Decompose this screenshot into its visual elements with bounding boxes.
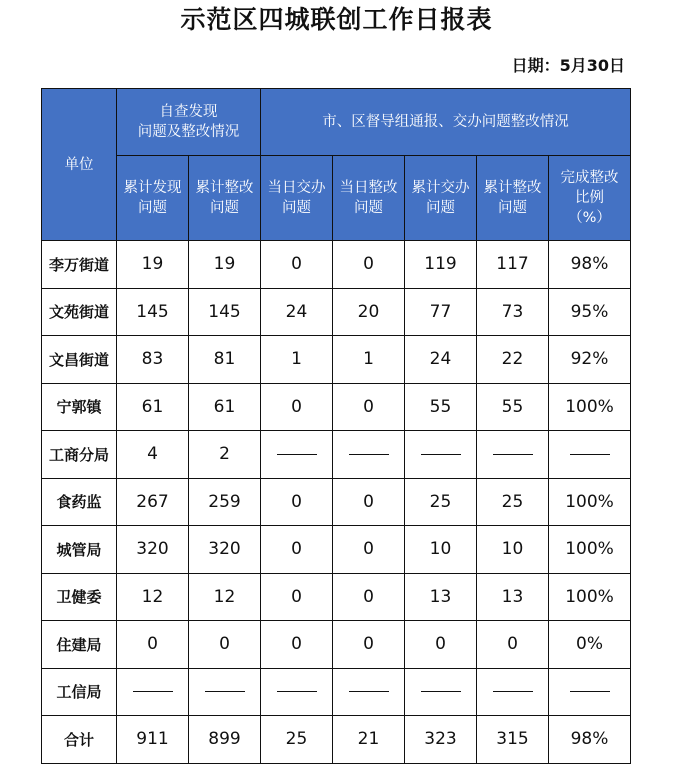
row-value-cell: 267 (117, 478, 189, 526)
header-group-self (117, 89, 261, 156)
empty-value-dash (205, 691, 245, 692)
table-row (42, 668, 631, 716)
row-unit-cell: 住建局 (42, 621, 117, 669)
row-value-cell: 0 (333, 573, 405, 621)
header-unit: 单位 (42, 89, 117, 241)
row-unit-cell: 合计 (42, 716, 117, 764)
row-value-cell: 24 (405, 336, 477, 384)
row-value-cell: 320 (189, 526, 261, 574)
empty-value-dash (570, 454, 610, 455)
row-unit-cell: 宁郭镇 (42, 383, 117, 431)
header-column-3-line-2: 问题 (282, 200, 311, 216)
row-value-cell (549, 431, 631, 479)
header-column-1-line-2: 问题 (138, 200, 167, 216)
row-value-cell: 145 (189, 288, 261, 336)
row-value-cell (333, 431, 405, 479)
row-unit-cell: 食药监 (42, 478, 117, 526)
row-value-cell: 2 (189, 431, 261, 479)
row-value-cell: 0 (261, 526, 333, 574)
row-value-cell (405, 668, 477, 716)
row-value-cell: 25 (405, 478, 477, 526)
header-column-3-line-1: 当日交办 (267, 180, 326, 196)
row-value-cell: 24 (261, 288, 333, 336)
report-title: 示范区四城联创工作日报表 (180, 5, 493, 34)
header-column-7-line-2: 比例 (575, 190, 604, 206)
row-value-cell: 25 (261, 716, 333, 764)
row-value-cell: 55 (405, 383, 477, 431)
row-value-cell: 0 (405, 621, 477, 669)
row-value-cell (261, 668, 333, 716)
header-column-7-line-3: （%） (568, 210, 611, 226)
header-column-1-line-1: 累计发现 (123, 180, 182, 196)
row-value-cell: 98% (549, 241, 631, 289)
row-value-cell: 13 (405, 573, 477, 621)
row-value-cell (189, 668, 261, 716)
row-value-cell: 81 (189, 336, 261, 384)
row-value-cell (261, 431, 333, 479)
table-body (42, 241, 631, 764)
row-unit-cell: 卫健委 (42, 573, 117, 621)
row-value-cell: 61 (117, 383, 189, 431)
row-value-cell: 1 (333, 336, 405, 384)
row-value-cell: 0% (549, 621, 631, 669)
empty-value-dash (349, 691, 389, 692)
table-row (42, 478, 631, 526)
row-value-cell (549, 668, 631, 716)
row-value-cell (405, 431, 477, 479)
row-value-cell: 22 (477, 336, 549, 384)
row-value-cell: 0 (333, 383, 405, 431)
row-value-cell: 0 (333, 526, 405, 574)
row-value-cell: 0 (333, 478, 405, 526)
row-value-cell: 10 (477, 526, 549, 574)
row-value-cell: 92% (549, 336, 631, 384)
row-value-cell: 899 (189, 716, 261, 764)
row-value-cell: 95% (549, 288, 631, 336)
header-column-4 (333, 156, 405, 241)
empty-value-dash (421, 691, 461, 692)
header-column-5-line-2: 问题 (426, 200, 455, 216)
header-column-6 (477, 156, 549, 241)
row-value-cell: 119 (405, 241, 477, 289)
empty-value-dash (349, 454, 389, 455)
row-value-cell: 0 (333, 241, 405, 289)
table-header (42, 89, 631, 241)
row-value-cell: 911 (117, 716, 189, 764)
empty-value-dash (493, 691, 533, 692)
row-unit-cell: 城管局 (42, 526, 117, 574)
empty-value-dash (570, 691, 610, 692)
row-value-cell: 259 (189, 478, 261, 526)
table-row (42, 716, 631, 764)
row-unit-cell: 李万街道 (42, 241, 117, 289)
row-value-cell (477, 431, 549, 479)
row-value-cell: 100% (549, 526, 631, 574)
row-value-cell: 1 (261, 336, 333, 384)
row-unit-cell: 文昌街道 (42, 336, 117, 384)
table-row (42, 431, 631, 479)
row-value-cell: 323 (405, 716, 477, 764)
row-value-cell: 4 (117, 431, 189, 479)
row-value-cell (117, 668, 189, 716)
header-column-4-line-1: 当日整改 (339, 180, 398, 196)
table-row (42, 573, 631, 621)
header-column-1 (117, 156, 189, 241)
table-row (42, 621, 631, 669)
empty-value-dash (133, 691, 173, 692)
row-unit-cell: 工商分局 (42, 431, 117, 479)
row-value-cell: 320 (117, 526, 189, 574)
row-value-cell: 0 (189, 621, 261, 669)
row-value-cell: 315 (477, 716, 549, 764)
header-column-2 (189, 156, 261, 241)
row-value-cell: 73 (477, 288, 549, 336)
table-row (42, 241, 631, 289)
row-value-cell: 0 (333, 621, 405, 669)
row-value-cell (333, 668, 405, 716)
header-column-7 (549, 156, 631, 241)
row-value-cell: 100% (549, 383, 631, 431)
empty-value-dash (277, 454, 317, 455)
row-value-cell: 12 (117, 573, 189, 621)
header-column-3 (261, 156, 333, 241)
header-column-5-line-1: 累计交办 (411, 180, 470, 196)
table-row (42, 288, 631, 336)
header-column-5 (405, 156, 477, 241)
row-unit-cell: 文苑街道 (42, 288, 117, 336)
row-value-cell: 83 (117, 336, 189, 384)
row-value-cell: 0 (261, 621, 333, 669)
row-value-cell: 13 (477, 573, 549, 621)
row-value-cell: 0 (261, 383, 333, 431)
row-unit-cell: 工信局 (42, 668, 117, 716)
table-row (42, 336, 631, 384)
row-value-cell: 61 (189, 383, 261, 431)
row-value-cell: 12 (189, 573, 261, 621)
row-value-cell: 117 (477, 241, 549, 289)
row-value-cell: 77 (405, 288, 477, 336)
empty-value-dash (493, 454, 533, 455)
row-value-cell: 0 (261, 573, 333, 621)
report-date: 日期：5月30日 (511, 56, 625, 75)
row-value-cell (477, 668, 549, 716)
row-value-cell: 10 (405, 526, 477, 574)
header-column-6-line-2: 问题 (498, 200, 527, 216)
row-value-cell: 100% (549, 478, 631, 526)
row-value-cell: 98% (549, 716, 631, 764)
empty-value-dash (421, 454, 461, 455)
table-row (42, 383, 631, 431)
row-value-cell: 19 (189, 241, 261, 289)
header-column-4-line-2: 问题 (354, 200, 383, 216)
header-group-self-line-1: 自查发现 (159, 104, 218, 120)
row-value-cell: 0 (261, 241, 333, 289)
header-column-2-line-1: 累计整改 (195, 180, 254, 196)
row-value-cell: 0 (261, 478, 333, 526)
row-value-cell: 20 (333, 288, 405, 336)
row-value-cell: 0 (117, 621, 189, 669)
row-value-cell: 0 (477, 621, 549, 669)
row-value-cell: 19 (117, 241, 189, 289)
header-group-self-line-2: 问题及整改情况 (137, 124, 240, 140)
header-column-6-line-1: 累计整改 (483, 180, 542, 196)
header-column-7-line-1: 完成整改 (560, 170, 619, 186)
row-value-cell: 145 (117, 288, 189, 336)
row-value-cell: 21 (333, 716, 405, 764)
table-row (42, 526, 631, 574)
header-group-city: 市、区督导组通报、交办问题整改情况 (261, 89, 631, 156)
row-value-cell: 55 (477, 383, 549, 431)
header-column-2-line-2: 问题 (210, 200, 239, 216)
row-value-cell: 25 (477, 478, 549, 526)
row-value-cell: 100% (549, 573, 631, 621)
report-table (41, 88, 631, 764)
empty-value-dash (277, 691, 317, 692)
